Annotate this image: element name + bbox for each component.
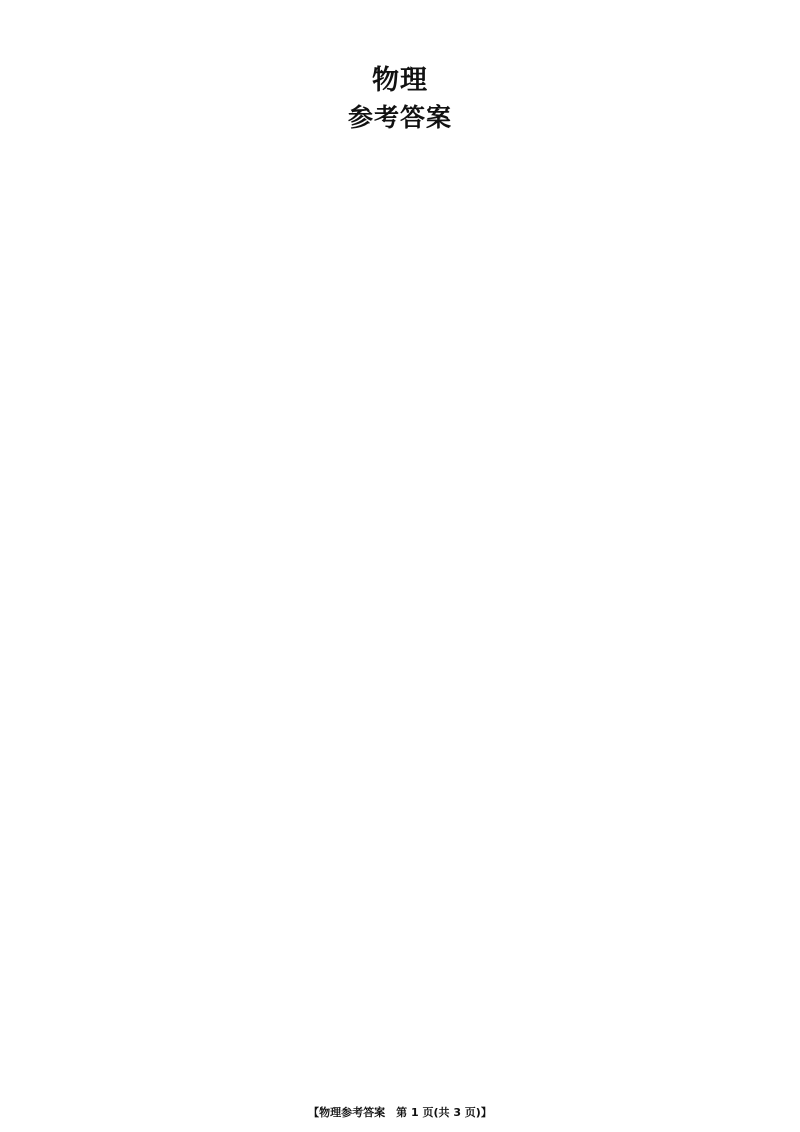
subject-title: 物理 bbox=[372, 65, 428, 96]
page-title: 参考答案 bbox=[347, 103, 452, 132]
answer-list bbox=[36, 136, 766, 142]
page-footer: 【物理参考答案 第 1 页(共 3 页)】 bbox=[308, 1106, 492, 1119]
